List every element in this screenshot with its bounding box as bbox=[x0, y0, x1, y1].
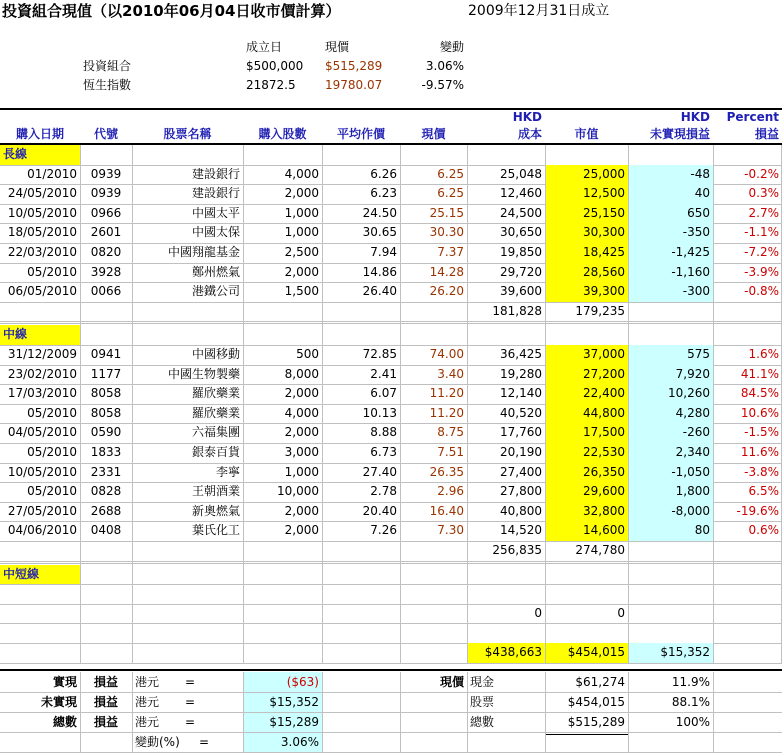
grid-line bbox=[628, 145, 629, 663]
table-cell: 17,500 bbox=[545, 423, 628, 443]
table-cell: 2.7% bbox=[748, 205, 779, 220]
table-cell: 84.5% bbox=[740, 386, 779, 401]
table-cell: 4,000 bbox=[284, 405, 319, 420]
table-cell: 2601 bbox=[90, 225, 122, 240]
table-cell: -260 bbox=[628, 423, 713, 443]
table-cell: 22/03/2010 bbox=[7, 245, 77, 259]
table-cell: 1,000 bbox=[284, 464, 319, 479]
pnl-unit: 港元 bbox=[135, 714, 160, 729]
table-cell: 7.26 bbox=[370, 523, 397, 538]
pnl-label: 未實現 bbox=[40, 694, 77, 709]
grid-line bbox=[545, 672, 546, 752]
table-cell: 41.1% bbox=[740, 366, 779, 381]
grid-line bbox=[713, 672, 714, 752]
grid-line bbox=[545, 145, 546, 663]
holdings-label: 總數 bbox=[470, 714, 495, 729]
pnl-unit: 港元 bbox=[135, 694, 160, 709]
table-cell: 05/2010 bbox=[27, 484, 77, 499]
change-value: 3.06% bbox=[243, 732, 322, 752]
table-cell: 6.25 bbox=[437, 166, 464, 181]
header-percent: Percent bbox=[726, 110, 779, 124]
table-cell: 0828 bbox=[90, 484, 122, 499]
table-cell: 3,000 bbox=[284, 445, 319, 459]
table-cell: 26.35 bbox=[429, 464, 464, 479]
table-cell: 12,140 bbox=[500, 386, 542, 401]
table-cell: 17,760 bbox=[500, 425, 542, 440]
table-cell: 27,200 bbox=[545, 365, 628, 385]
table-cell: 40,520 bbox=[500, 405, 542, 420]
table-cell: 29,720 bbox=[500, 264, 542, 279]
table-cell: 中國生物製藥 bbox=[167, 366, 240, 381]
table-cell: -0.2% bbox=[744, 166, 779, 181]
established-date: 2009年12月31日成立 bbox=[468, 3, 610, 19]
table-cell: 32,800 bbox=[545, 502, 628, 522]
table-cell: 19,280 bbox=[500, 366, 542, 381]
pnl-equals: = bbox=[185, 674, 196, 689]
grid-line bbox=[322, 145, 323, 663]
table-cell: 36,425 bbox=[500, 347, 542, 361]
table-cell: 11.6% bbox=[740, 445, 779, 459]
table-cell: -300 bbox=[628, 282, 713, 302]
table-cell: 18,425 bbox=[545, 243, 628, 263]
table-cell: 6.26 bbox=[370, 166, 397, 181]
summary-row-label: 投資組合 bbox=[83, 59, 132, 73]
column-header: 市值 bbox=[574, 127, 599, 141]
table-cell: 31/12/2009 bbox=[7, 347, 77, 361]
table-cell: 羅欣藥業 bbox=[191, 405, 240, 420]
change-label: 變動(%) bbox=[135, 734, 180, 749]
table-cell: 2,000 bbox=[284, 523, 319, 538]
table-cell: 40,800 bbox=[500, 503, 542, 518]
grid-line bbox=[400, 672, 401, 752]
table-cell: 0966 bbox=[90, 205, 122, 220]
holdings-value: $61,274 bbox=[575, 674, 625, 689]
table-cell: -350 bbox=[628, 223, 713, 243]
grand-total-value: $454,015 bbox=[545, 643, 628, 663]
grid-line bbox=[0, 732, 782, 733]
table-cell: 1,000 bbox=[284, 205, 319, 220]
table-cell: 六福集團 bbox=[191, 425, 240, 440]
table-cell: 39,300 bbox=[545, 282, 628, 302]
summary-row-label: 恆生指數 bbox=[83, 78, 132, 92]
summary-current-value: $515,289 bbox=[325, 59, 383, 73]
table-cell: 500 bbox=[296, 347, 319, 361]
page-title: 投資組合現值（以2010年06月04日收市價計算） bbox=[2, 2, 341, 20]
grid-line bbox=[400, 145, 401, 663]
summary-current-value: 19780.07 bbox=[325, 78, 383, 92]
table-cell: 鄭州燃氣 bbox=[191, 264, 240, 279]
table-cell: 30.30 bbox=[429, 225, 464, 240]
table-cell: 2,000 bbox=[284, 503, 319, 518]
grand-total-pnl: $15,352 bbox=[628, 643, 713, 663]
table-cell: 11.20 bbox=[429, 405, 464, 420]
table-cell: 10,260 bbox=[628, 384, 713, 404]
table-cell: 7,920 bbox=[628, 365, 713, 385]
table-cell: 10/05/2010 bbox=[7, 464, 77, 479]
column-header: 購入股數 bbox=[258, 127, 307, 141]
grand-total-cost: $438,663 bbox=[467, 643, 545, 663]
table-cell: 6.73 bbox=[370, 445, 397, 459]
header-hkd-cost: HKD bbox=[512, 110, 542, 124]
grid-line bbox=[713, 145, 714, 663]
table-cell: 3928 bbox=[90, 264, 122, 279]
table-cell: 26,350 bbox=[545, 463, 628, 483]
table-cell: 37,000 bbox=[545, 345, 628, 365]
section-total-value: 274,780 bbox=[575, 543, 625, 557]
table-cell: 0.3% bbox=[748, 186, 779, 201]
table-cell: 27,800 bbox=[500, 484, 542, 499]
grid-line bbox=[0, 692, 782, 693]
table-cell: 建設銀行 bbox=[191, 166, 240, 181]
table-cell: -0.8% bbox=[744, 284, 779, 299]
grid-line bbox=[0, 323, 782, 324]
table-cell: 2,500 bbox=[284, 245, 319, 259]
grid-line bbox=[0, 663, 782, 664]
table-cell: 1.6% bbox=[748, 347, 779, 361]
table-cell: 中國翔龍基金 bbox=[167, 245, 240, 259]
summary-start-value: 21872.5 bbox=[246, 78, 296, 92]
column-header: 平均作價 bbox=[336, 127, 385, 141]
holdings-pct: 11.9% bbox=[671, 674, 710, 689]
table-cell: 24/05/2010 bbox=[7, 186, 77, 201]
table-cell: 29,600 bbox=[545, 482, 628, 502]
table-cell: 04/06/2010 bbox=[7, 523, 77, 538]
pnl-equals: = bbox=[185, 714, 196, 729]
table-cell: 10,000 bbox=[277, 484, 319, 499]
header-bottom-border bbox=[0, 143, 782, 145]
table-cell: 14.86 bbox=[362, 264, 397, 279]
grid-line bbox=[80, 145, 81, 663]
holdings-value: $454,015 bbox=[567, 694, 625, 709]
column-header: 損益 bbox=[754, 127, 779, 141]
table-cell: 01/2010 bbox=[27, 166, 77, 181]
table-cell: 10.13 bbox=[362, 405, 397, 420]
table-cell: 建設銀行 bbox=[191, 186, 240, 201]
table-cell: 銀泰百貨 bbox=[191, 445, 240, 459]
column-header: 現價 bbox=[421, 127, 446, 141]
pnl-label: 實現 bbox=[52, 674, 77, 689]
table-cell: 575 bbox=[628, 345, 713, 365]
table-cell: 4,000 bbox=[284, 166, 319, 181]
grid-line bbox=[0, 302, 782, 303]
table-cell: 0820 bbox=[90, 245, 122, 259]
table-cell: 2331 bbox=[90, 464, 122, 479]
table-cell: 6.5% bbox=[748, 484, 779, 499]
section-total-cost: 0 bbox=[534, 605, 542, 620]
table-cell: -7.2% bbox=[744, 245, 779, 259]
pnl-value: $15,352 bbox=[243, 692, 322, 712]
table-cell: 4,280 bbox=[628, 404, 713, 424]
table-cell: 23/02/2010 bbox=[7, 366, 77, 381]
grid-line bbox=[80, 672, 81, 752]
section-label: 中短線 bbox=[0, 565, 80, 585]
table-cell: -1,160 bbox=[628, 263, 713, 283]
holdings-label: 股票 bbox=[470, 694, 495, 709]
table-cell: 2,000 bbox=[284, 425, 319, 440]
pnl-kind: 損益 bbox=[93, 714, 118, 729]
table-cell: 1,800 bbox=[628, 482, 713, 502]
table-cell: 葉氏化工 bbox=[191, 523, 240, 538]
pnl-value: $15,289 bbox=[243, 712, 322, 732]
table-cell: 12,500 bbox=[545, 184, 628, 204]
table-cell: 0939 bbox=[90, 186, 122, 201]
table-cell: 24,500 bbox=[500, 205, 542, 220]
grid-line bbox=[132, 672, 133, 752]
table-cell: 0590 bbox=[90, 425, 122, 440]
table-cell: 新奧燃氣 bbox=[191, 503, 240, 518]
table-cell: -48 bbox=[628, 165, 713, 185]
table-cell: 10.6% bbox=[740, 405, 779, 420]
grid-line bbox=[0, 584, 782, 585]
table-cell: 05/2010 bbox=[27, 445, 77, 459]
table-cell: -8,000 bbox=[628, 502, 713, 522]
table-cell: 6.07 bbox=[370, 386, 397, 401]
table-cell: 27.40 bbox=[362, 464, 397, 479]
table-cell: 2,340 bbox=[628, 443, 713, 463]
table-cell: 6.25 bbox=[437, 186, 464, 201]
table-cell: 27,400 bbox=[500, 464, 542, 479]
holdings-label: 現金 bbox=[470, 674, 495, 689]
table-cell: 30,650 bbox=[500, 225, 542, 240]
pnl-kind: 損益 bbox=[93, 674, 118, 689]
section-total-cost: 256,835 bbox=[492, 543, 542, 557]
table-cell: 羅欣藥業 bbox=[191, 386, 240, 401]
table-cell: -1,425 bbox=[628, 243, 713, 263]
table-cell: 7.37 bbox=[437, 245, 464, 259]
header-hkd-pnl: HKD bbox=[680, 110, 710, 124]
table-cell: 25.15 bbox=[429, 205, 464, 220]
grid-line bbox=[0, 541, 782, 542]
table-cell: 2.41 bbox=[370, 366, 397, 381]
table-cell: 2688 bbox=[90, 503, 122, 518]
table-cell: 中國太保 bbox=[191, 225, 240, 240]
pnl-unit: 港元 bbox=[135, 674, 160, 689]
table-cell: 26.40 bbox=[362, 284, 397, 299]
grid-line bbox=[0, 563, 782, 564]
table-cell: 7.30 bbox=[437, 523, 464, 538]
table-cell: 中國太平 bbox=[191, 205, 240, 220]
table-cell: 18/05/2010 bbox=[7, 225, 77, 240]
table-cell: 30.65 bbox=[362, 225, 397, 240]
table-cell: 74.00 bbox=[429, 347, 464, 361]
table-cell: 05/2010 bbox=[27, 264, 77, 279]
table-cell: -3.9% bbox=[744, 264, 779, 279]
table-cell: 王朝酒業 bbox=[191, 484, 240, 499]
table-cell: 20.40 bbox=[362, 503, 397, 518]
grid-line bbox=[0, 752, 782, 753]
table-cell: 0066 bbox=[90, 284, 122, 299]
table-cell: 1,500 bbox=[284, 284, 319, 299]
section-total-cost: 181,828 bbox=[492, 303, 542, 318]
table-cell: 8.75 bbox=[437, 425, 464, 440]
table-cell: 8,000 bbox=[284, 366, 319, 381]
pnl-kind: 損益 bbox=[93, 694, 118, 709]
pnl-value: ($63) bbox=[243, 672, 322, 692]
grid-line bbox=[0, 604, 782, 605]
grid-line bbox=[132, 145, 133, 663]
table-cell: 17/03/2010 bbox=[7, 386, 77, 401]
table-cell: 7.51 bbox=[437, 445, 464, 459]
summary-start-value: $500,000 bbox=[246, 59, 304, 73]
table-cell: 1,000 bbox=[284, 225, 319, 240]
table-cell: 中國移動 bbox=[191, 347, 240, 361]
table-cell: 8058 bbox=[90, 405, 122, 420]
table-cell: 0.6% bbox=[748, 523, 779, 538]
summary-col-current: 現價 bbox=[325, 40, 350, 54]
table-cell: 2,000 bbox=[284, 264, 319, 279]
table-cell: 12,460 bbox=[500, 186, 542, 201]
holdings-value: $515,289 bbox=[567, 714, 625, 729]
change-equals: = bbox=[199, 734, 210, 749]
table-cell: 0939 bbox=[90, 166, 122, 181]
column-header: 未實現損益 bbox=[649, 127, 710, 141]
table-cell: 16.40 bbox=[429, 503, 464, 518]
grid-line bbox=[0, 623, 782, 624]
table-cell: 14.28 bbox=[429, 264, 464, 279]
grid-line bbox=[243, 145, 244, 663]
table-cell: 06/05/2010 bbox=[7, 284, 77, 299]
table-cell: 25,150 bbox=[545, 204, 628, 224]
table-cell: 李寧 bbox=[215, 464, 240, 479]
column-header: 成本 bbox=[517, 127, 542, 141]
table-cell: 2,000 bbox=[284, 186, 319, 201]
grid-line bbox=[0, 712, 782, 713]
table-cell: 19,850 bbox=[500, 245, 542, 259]
table-cell: 8.88 bbox=[370, 425, 397, 440]
table-cell: -1,050 bbox=[628, 463, 713, 483]
table-cell: 14,520 bbox=[500, 523, 542, 538]
table-cell: 650 bbox=[628, 204, 713, 224]
grid-line bbox=[0, 321, 782, 322]
table-cell: 30,300 bbox=[545, 223, 628, 243]
table-cell: 28,560 bbox=[545, 263, 628, 283]
table-cell: 22,530 bbox=[545, 443, 628, 463]
table-cell: 8058 bbox=[90, 386, 122, 401]
table-cell: 0408 bbox=[90, 523, 122, 538]
section-label: 長線 bbox=[0, 145, 80, 165]
table-cell: -19.6% bbox=[736, 503, 779, 518]
grid-line bbox=[467, 145, 468, 663]
grid-line bbox=[243, 672, 244, 752]
table-cell: -1.5% bbox=[744, 425, 779, 440]
grid-line bbox=[0, 561, 782, 562]
table-cell: 72.85 bbox=[362, 347, 397, 361]
table-cell: 0941 bbox=[90, 347, 122, 361]
summary-top-border bbox=[0, 669, 782, 671]
holdings-pct: 88.1% bbox=[671, 694, 710, 709]
column-header: 購入日期 bbox=[15, 127, 64, 141]
table-cell: 40 bbox=[628, 184, 713, 204]
table-cell: 44,800 bbox=[545, 404, 628, 424]
holdings-heading: 現價 bbox=[439, 674, 464, 689]
table-cell: 27/05/2010 bbox=[7, 503, 77, 518]
table-cell: 24.50 bbox=[362, 205, 397, 220]
table-cell: 2.78 bbox=[370, 484, 397, 499]
table-cell: 26.20 bbox=[429, 284, 464, 299]
table-cell: 25,048 bbox=[500, 166, 542, 181]
summary-change-value: -9.57% bbox=[421, 78, 464, 92]
table-cell: 1833 bbox=[90, 445, 122, 459]
section-total-value: 0 bbox=[617, 605, 625, 620]
table-cell: 2.96 bbox=[437, 484, 464, 499]
table-cell: 22,400 bbox=[545, 384, 628, 404]
pnl-equals: = bbox=[185, 694, 196, 709]
section-label: 中線 bbox=[0, 325, 80, 345]
table-cell: 80 bbox=[628, 521, 713, 541]
summary-col-start: 成立日 bbox=[246, 40, 283, 54]
table-cell: 10/05/2010 bbox=[7, 205, 77, 220]
table-cell: 04/05/2010 bbox=[7, 425, 77, 440]
table-cell: 6.23 bbox=[370, 186, 397, 201]
table-cell: -1.1% bbox=[744, 225, 779, 240]
table-cell: 20,190 bbox=[500, 445, 542, 459]
holdings-pct: 100% bbox=[675, 714, 710, 729]
table-cell: 14,600 bbox=[545, 521, 628, 541]
holdings-total-underline-2 bbox=[545, 734, 628, 735]
table-cell: -3.8% bbox=[744, 464, 779, 479]
table-cell: 11.20 bbox=[429, 386, 464, 401]
pnl-label: 總數 bbox=[52, 714, 77, 729]
table-cell: 39,600 bbox=[500, 284, 542, 299]
summary-change-value: 3.06% bbox=[425, 59, 464, 73]
table-cell: 3.40 bbox=[437, 366, 464, 381]
table-cell: 1177 bbox=[90, 366, 122, 381]
table-cell: 7.94 bbox=[370, 245, 397, 259]
table-cell: 2,000 bbox=[284, 386, 319, 401]
grid-line bbox=[628, 672, 629, 752]
table-cell: 25,000 bbox=[545, 165, 628, 185]
grid-line bbox=[322, 672, 323, 752]
section-total-value: 179,235 bbox=[575, 303, 625, 318]
grid-line bbox=[467, 672, 468, 752]
column-header: 代號 bbox=[93, 127, 118, 141]
column-header: 股票名稱 bbox=[163, 127, 212, 141]
table-cell: 05/2010 bbox=[27, 405, 77, 420]
summary-col-change: 變動 bbox=[439, 40, 464, 54]
table-cell: 港鐵公司 bbox=[191, 284, 240, 299]
